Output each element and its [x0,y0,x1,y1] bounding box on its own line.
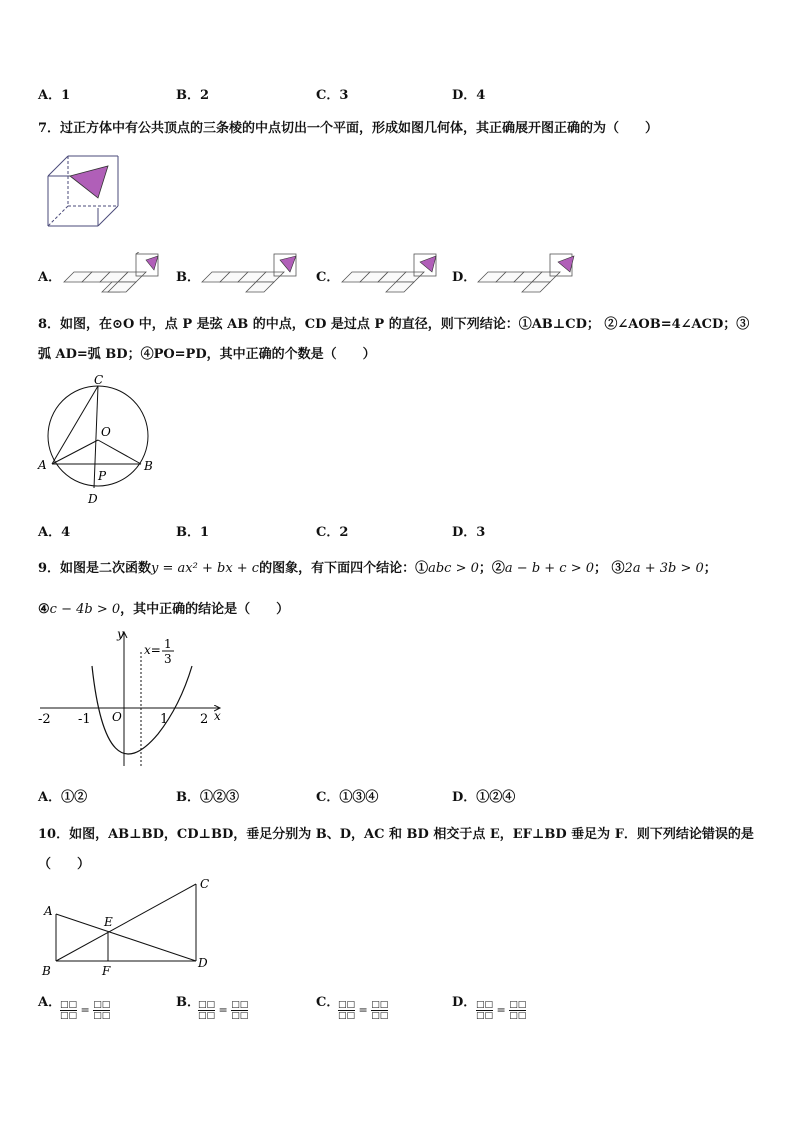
q10-label-f: F [102,964,111,978]
q8-stem-line2: 弧 AD=弧 BD；④PO=PD，其中正确的个数是（ ） [38,347,376,362]
q9-tick-neg1: -1 [78,712,91,727]
q9-option-a: A．①② [38,790,88,805]
q8-stem-line1: 8．如图，在⊙O 中，点 P 是弦 AB 的中点，CD 是过点 P 的直径，则下列结论：①AB⊥CD； ②∠AOB=4∠ACD；③ [38,317,750,332]
q6-option-a: A．1 [38,88,71,103]
q9-option-b: B．①②③ [176,790,239,805]
q9-stem-line1: 9．如图是二次函数y = ax² + bx + c的图象，有下面四个结论：①abc > 0；②a − b + c > 0； ③2a + 3b > 0； [38,561,717,576]
q8-circle-figure [34,370,159,510]
q7-net-d [476,252,586,296]
q9-y-label: y [117,627,124,641]
q9-parabola-graph [34,626,234,772]
q9-axis-num: 1 [164,637,172,651]
q7-option-d-label: D． [452,270,477,285]
q10-option-b-formula: $\frac{□□}{□□}$ = $\frac{□□}{□□}$ [198,1000,249,1021]
q9-conclusion-2: a − b + c > 0 [504,561,595,576]
q10-option-c-label: C． [316,995,340,1010]
q6-option-c: C．3 [316,88,349,103]
q8-option-d: D．3 [452,525,486,540]
q7-stem: 7．过正方体中有公共顶点的三条棱的中点切出一个平面，形成如图几何体，其正确展开图正确的为（ ） [38,121,659,136]
q10-figure [38,874,218,978]
q7-net-c [340,252,450,296]
q9-axis-den: 3 [164,652,172,666]
q9-stem-line2: ④c − 4b > 0，其中正确的结论是（ ） [38,602,290,617]
q10-option-d-label: D． [452,995,477,1010]
q10-option-a-label: A． [38,995,62,1010]
q10-stem-line1: 10．如图，AB⊥BD，CD⊥BD，垂足分别为 B、D，AC 和 BD 相交于点 E，EF⊥BD 垂足为 F．则下列结论错误的是 [38,827,754,842]
q7-cube-figure [40,148,130,234]
q10-label-a: A [44,904,53,918]
q7-option-a-label: A． [38,270,62,285]
q9-origin-label: O [112,710,122,724]
q10-label-e: E [104,915,113,929]
q9-axis-eq: x= [144,643,161,657]
q10-stem-line2: （ ） [38,857,91,872]
q8-label-d: D [88,492,98,506]
q8-label-o: O [101,425,111,439]
q7-net-a [62,252,172,296]
q9-x-label: x [214,709,221,723]
q9-tick-2: 2 [200,712,209,727]
q10-option-b-label: B． [176,995,200,1010]
q6-option-d: D．4 [452,88,486,103]
q9-conclusion-4: c − 4b > 0 [49,602,121,617]
q8-label-p: P [98,469,107,483]
q8-label-c: C [94,373,104,387]
q7-option-c-label: C． [316,270,340,285]
q8-option-b: B．1 [176,525,210,540]
q9-conclusion-1: abc > 0 [428,561,479,576]
q9-option-c: C．①③④ [316,790,379,805]
q10-label-b: B [42,964,51,978]
q8-option-c: C．2 [316,525,349,540]
q10-option-a-formula: $\frac{□□}{□□}$ = $\frac{□□}{□□}$ [60,1000,111,1021]
q10-option-c-formula: $\frac{□□}{□□}$ = $\frac{□□}{□□}$ [338,1000,389,1021]
q9-tick-neg2: -2 [38,712,51,727]
q8-label-a: A [38,458,47,472]
q10-option-d-formula: $\frac{□□}{□□}$ = $\frac{□□}{□□}$ [476,1000,527,1021]
q6-option-b: B．2 [176,88,210,103]
q7-option-b-label: B． [176,270,200,285]
q7-net-b [200,252,310,296]
q9-formula: y = ax² + bx + c [151,561,260,576]
q8-label-b: B [144,459,153,473]
q9-tick-1: 1 [160,712,169,727]
q8-option-a: A．4 [38,525,71,540]
q10-label-c: C [200,877,210,891]
q10-label-d: D [198,956,208,970]
q9-conclusion-3: 2a + 3b > 0 [624,561,704,576]
q7-cut-triangle [70,166,108,198]
q9-option-d: D．①②④ [452,790,516,805]
